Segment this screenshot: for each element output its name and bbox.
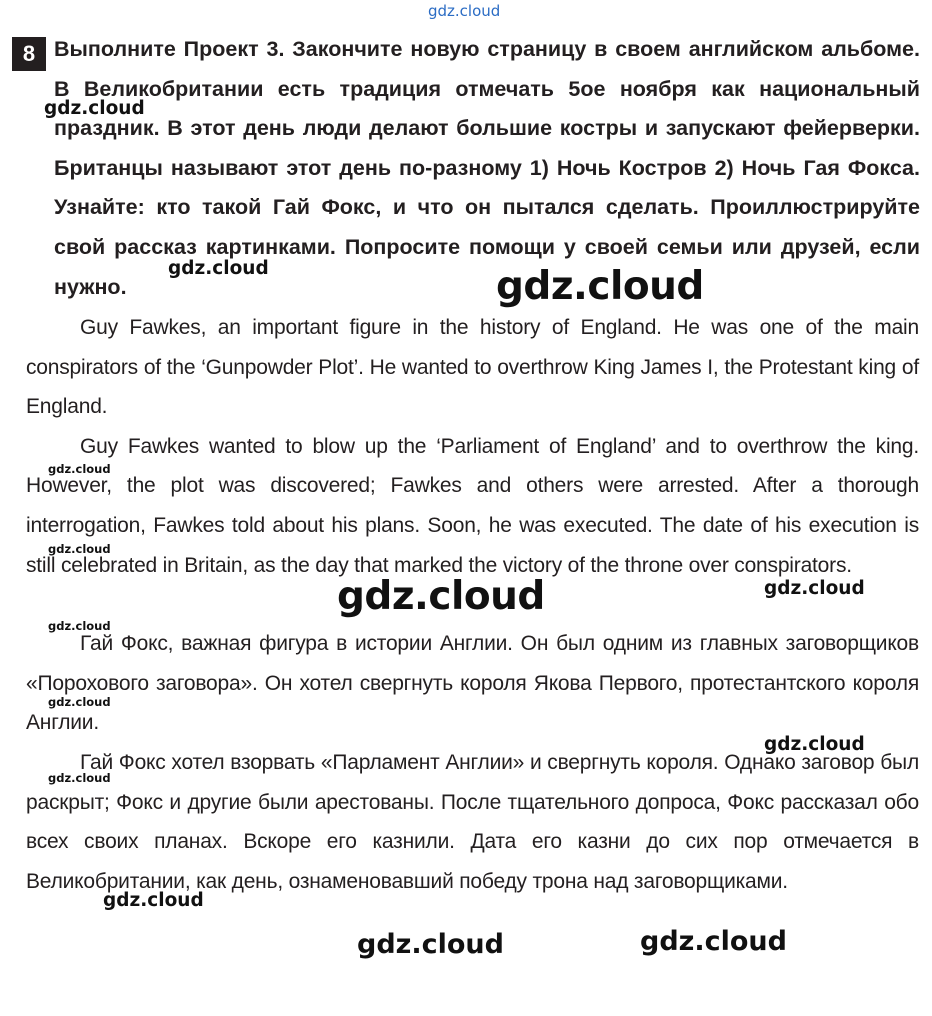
watermark: gdz.cloud (48, 771, 111, 785)
watermark: gdz.cloud (764, 578, 865, 599)
watermark: gdz.cloud (640, 926, 787, 957)
russian-paragraph-2: Гай Фокс хотел взорвать «Парламент Англии» и свергнуть короля. Однако заговор был раскрыт; Фокс и другие были арестованы. После тщательного допроса, Фокс рассказал обо всех своих планах. Вскоре его казнили. Дата его казни до сих пор отмечается в Великобритании, как день, ознаменовавший победу трона над заговорщиками. (26, 750, 919, 893)
watermark: gdz.cloud (337, 574, 545, 619)
english-paragraph-1: Guy Fawkes, an important figure in the history of England. He was one of the main conspirators of the ‘Gunpowder Plot’. He wanted to overthrow King James I, the Protestant king of England. (26, 316, 919, 419)
answer-content (26, 308, 919, 901)
watermark: gdz.cloud (48, 542, 111, 556)
watermark: gdz.cloud (764, 734, 865, 755)
english-paragraph-2: Guy Fawkes wanted to blow up the ‘Parliament of England’ and to overthrow the king. However, the plot was discovered; Fawkes and others were arrested. After a thorough interrogation, Fawkes told about his plans. Soon, he was executed. The date of his execution is still celebrated in Britain, as the day that marked the victory of the throne over conspirators. (26, 434, 919, 577)
watermark: gdz.cloud (44, 98, 145, 119)
task-instruction: Выполните Проект 3. Закончите новую страницу в своем английском альбоме. В Великобритании есть традиция отмечать 5ое ноября как национальный праздник. В этот день люди делают большие костры и запускают фейерверки. Британцы называют этот день по-разному 1) Ночь Костров 2) Ночь Гая Фокса. Узнайте: кто такой Гай Фокс, и что он пытался сделать. Проиллюстрируйте свой рассказ картинками. Попросите помощи у своей семьи или друзей, если нужно. (54, 37, 920, 299)
watermark: gdz.cloud (48, 619, 111, 633)
watermark: gdz.cloud (496, 264, 704, 309)
watermark: gdz.cloud (103, 890, 204, 911)
task-number-badge: 8 (12, 37, 46, 71)
watermark: gdz.cloud (428, 2, 501, 20)
russian-paragraph-1: Гай Фокс, важная фигура в истории Англии. Он был одним из главных заговорщиков «Порохового заговора». Он хотел свергнуть короля Якова Первого, протестантского короля Англии. (26, 632, 919, 735)
watermark: gdz.cloud (48, 462, 111, 476)
watermark: gdz.cloud (168, 258, 269, 279)
watermark: gdz.cloud (48, 695, 111, 709)
watermark: gdz.cloud (357, 929, 504, 960)
task-block (12, 30, 920, 307)
